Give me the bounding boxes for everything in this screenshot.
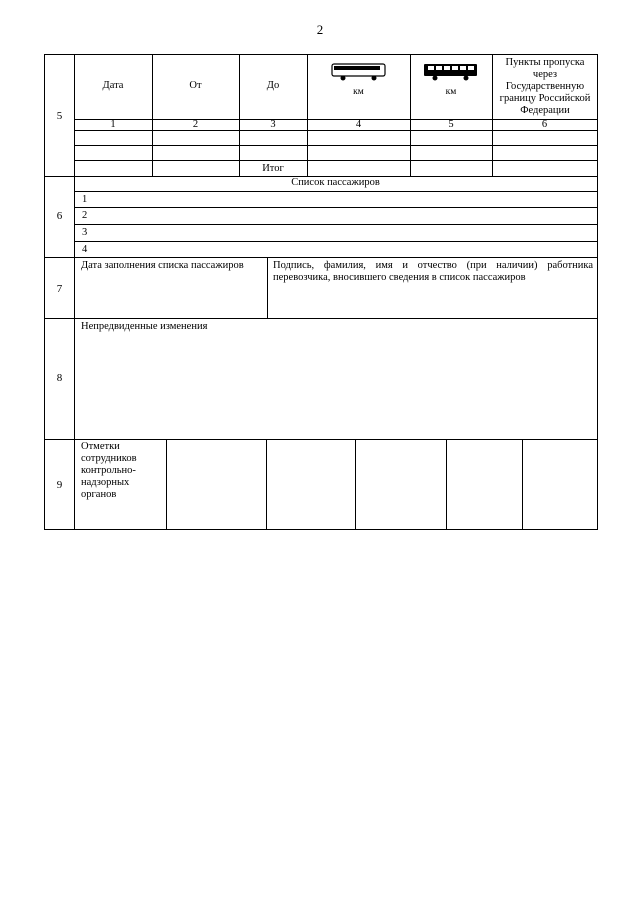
passenger-row-number: 4	[82, 244, 88, 255]
header-km-bus2: км	[445, 87, 457, 97]
control-marks-label: Отметки сотрудников контрольно-надзорных органов	[81, 441, 137, 500]
passenger-row-number: 2	[82, 210, 88, 221]
col-number: 4	[355, 119, 362, 130]
total-label: Итог	[262, 163, 284, 174]
form-table	[44, 54, 598, 530]
s6-row-line	[74, 224, 597, 225]
s9-col-line	[446, 439, 447, 529]
section-number-9: 9	[56, 479, 63, 491]
s6-row-line	[74, 207, 597, 208]
divider-6-7	[45, 257, 597, 258]
passenger-row-number: 1	[82, 194, 88, 205]
header-km-bus: км	[353, 87, 364, 97]
bus-icon	[331, 62, 387, 82]
s5-col-line	[410, 55, 411, 176]
s5-col-line	[492, 55, 493, 176]
passenger-row-number: 3	[82, 227, 88, 238]
header-to: До	[266, 80, 280, 91]
divider-7-8	[45, 318, 597, 319]
s9-col-line	[166, 439, 167, 529]
divider-8-9	[45, 439, 597, 440]
bus-icon	[423, 62, 479, 82]
s5-col-line	[239, 55, 240, 176]
s5-col-line	[307, 55, 308, 176]
header-checkpoints: Пункты пропуска через Государственную границу Российской Федерации	[499, 57, 591, 116]
s7-col-line	[267, 257, 268, 318]
col-number: 5	[448, 119, 454, 130]
s5-col-line	[152, 55, 153, 176]
passenger-list-title: Список пассажиров	[291, 177, 380, 188]
unforeseen-changes-label: Непредвиденные изменения	[81, 321, 208, 332]
col-number: 6	[541, 119, 548, 130]
section-number-7: 7	[56, 283, 63, 295]
header-date: Дата	[102, 80, 124, 91]
section-number-8: 8	[56, 372, 63, 384]
fill-date-label: Дата заполнения списка пассажиров	[81, 260, 244, 271]
signature-label: Подпись, фамилия, имя и отчество (при наличии) работника перевозчика, вносившего сведения в список пассажиров	[273, 260, 593, 283]
col-number: 3	[270, 119, 276, 130]
header-from: От	[189, 80, 202, 91]
s9-col-line	[355, 439, 356, 529]
s9-col-line	[266, 439, 267, 529]
s9-col-line	[522, 439, 523, 529]
s6-row-line	[74, 241, 597, 242]
s6-row-line	[74, 191, 597, 192]
col-number: 2	[192, 119, 199, 130]
page-number: 2	[316, 22, 324, 37]
section-number-6: 6	[56, 210, 63, 222]
section-number-5: 5	[56, 110, 63, 122]
col-number: 1	[110, 119, 116, 130]
